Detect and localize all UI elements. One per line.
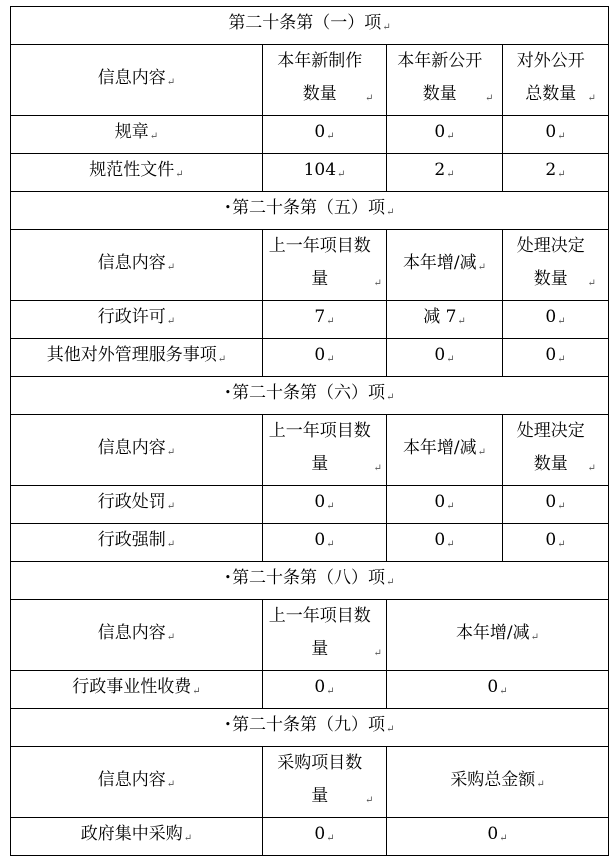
header-row	[11, 747, 609, 818]
paragraph-mark-icon: ↵	[499, 686, 508, 697]
header-label: 信息内容	[97, 252, 166, 273]
table-row	[11, 671, 609, 709]
paragraph-mark-icon: ↵	[326, 501, 335, 512]
header-cell	[11, 230, 263, 301]
paragraph-mark-icon: ↵	[326, 539, 335, 550]
paragraph-mark-icon: ↵	[386, 724, 395, 735]
table-cell	[263, 339, 387, 377]
cell-text: 0	[314, 530, 326, 550]
paragraph-mark-icon: ↵	[457, 316, 466, 327]
header-label: 上一年项目数量	[268, 606, 371, 659]
cell-text: 0	[314, 345, 326, 365]
paragraph-mark-icon: ↵	[326, 833, 335, 844]
table-row	[11, 301, 609, 339]
paragraph-mark-icon: ↵	[446, 501, 455, 512]
header-label: 信息内容	[97, 622, 166, 643]
table-cell	[11, 116, 263, 154]
cell-text: 0	[545, 530, 557, 550]
table-cell	[263, 818, 387, 856]
section-title-row	[11, 7, 609, 45]
table-cell	[11, 154, 263, 192]
paragraph-mark-icon: ↵	[530, 631, 540, 643]
cell-text: 0	[314, 122, 326, 142]
cell-text: 行政事业性收费	[72, 677, 192, 697]
cell-text: 政府集中采购	[80, 824, 183, 844]
cell-text: 0	[434, 530, 446, 550]
paragraph-mark-icon: ↵	[326, 686, 335, 697]
header-cell	[503, 230, 609, 301]
header-cell	[11, 747, 263, 818]
header-label: 上一年项目数量	[268, 421, 371, 474]
table-cell	[263, 301, 387, 339]
cell-text: 0	[545, 122, 557, 142]
header-cell	[503, 45, 609, 116]
header-label: 采购项目数量	[277, 753, 363, 806]
table-cell	[263, 486, 387, 524]
paragraph-mark-icon: ↵	[373, 278, 382, 289]
paragraph-mark-icon: ↵	[477, 261, 487, 273]
header-label: 本年增/减	[455, 622, 530, 643]
paragraph-mark-icon: ↵	[587, 93, 596, 104]
table-cell	[11, 301, 263, 339]
paragraph-mark-icon: ↵	[365, 93, 374, 104]
paragraph-mark-icon: ↵	[175, 169, 184, 180]
table-cell	[387, 671, 609, 709]
cell-text: 行政许可	[97, 307, 166, 327]
header-cell	[11, 415, 263, 486]
header-label: 本年新制作数量	[277, 51, 363, 104]
paragraph-mark-icon: ↵	[557, 131, 566, 142]
paragraph-mark-icon: ↵	[557, 316, 566, 327]
paragraph-mark-icon: ↵	[166, 539, 176, 550]
table-cell	[11, 671, 263, 709]
cell-text: 0	[434, 492, 446, 512]
paragraph-mark-icon: ↵	[326, 354, 335, 365]
header-cell	[11, 45, 263, 116]
cell-text: 0	[434, 122, 446, 142]
table-cell	[503, 339, 609, 377]
cell-text: 104	[303, 160, 337, 180]
paragraph-mark-icon: ↵	[477, 446, 487, 458]
paragraph-mark-icon: ↵	[446, 354, 455, 365]
bullet-icon: •	[224, 718, 232, 731]
table-row	[11, 154, 609, 192]
paragraph-mark-icon: ↵	[499, 833, 508, 844]
cell-text: 0	[545, 345, 557, 365]
paragraph-mark-icon: ↵	[192, 686, 201, 697]
header-cell	[263, 747, 387, 818]
header-label: 上一年项目数量	[268, 236, 371, 289]
header-cell	[263, 45, 387, 116]
cell-text: 0	[434, 345, 446, 365]
paragraph-mark-icon: ↵	[485, 93, 494, 104]
paragraph-mark-icon: ↵	[166, 501, 176, 512]
header-label: 本年新公开数量	[397, 51, 483, 104]
paragraph-mark-icon: ↵	[166, 261, 176, 273]
cell-text: 7	[314, 307, 326, 327]
paragraph-mark-icon: ↵	[382, 22, 391, 33]
paragraph-mark-icon: ↵	[386, 577, 395, 588]
paragraph-mark-icon: ↵	[557, 354, 566, 365]
cell-text: 0	[545, 307, 557, 327]
cell-text: 规章	[114, 122, 149, 142]
section-title-row	[11, 562, 609, 600]
cell-text: 行政处罚	[97, 492, 166, 512]
header-cell	[263, 600, 387, 671]
section-title	[11, 192, 609, 230]
table-cell	[11, 339, 263, 377]
paragraph-mark-icon: ↵	[326, 131, 335, 142]
paragraph-mark-icon: ↵	[149, 131, 159, 142]
header-cell	[263, 415, 387, 486]
bullet-icon: •	[224, 201, 232, 214]
table-cell	[263, 154, 387, 192]
paragraph-mark-icon: ↵	[183, 833, 193, 844]
bullet-icon: •	[224, 571, 232, 584]
table-cell	[503, 116, 609, 154]
header-label: 信息内容	[97, 67, 166, 88]
section-title-text: 第二十条第（一）项	[228, 13, 382, 33]
table-cell	[387, 524, 503, 562]
section-title-row	[11, 709, 609, 747]
header-label: 信息内容	[97, 437, 166, 458]
table-cell	[503, 524, 609, 562]
cell-text: 2	[545, 160, 557, 180]
paragraph-mark-icon: ↵	[557, 501, 566, 512]
table-cell	[263, 116, 387, 154]
paragraph-mark-icon: ↵	[337, 169, 346, 180]
table-row	[11, 818, 609, 856]
bullet-icon: •	[224, 386, 232, 399]
paragraph-mark-icon: ↵	[166, 76, 176, 88]
paragraph-mark-icon: ↵	[536, 778, 545, 790]
cell-text: 0	[314, 824, 326, 844]
paragraph-mark-icon: ↵	[557, 539, 566, 550]
header-cell	[11, 600, 263, 671]
section-title	[11, 7, 609, 45]
section-title-row	[11, 192, 609, 230]
header-row	[11, 415, 609, 486]
table-cell	[387, 818, 609, 856]
table-row	[11, 524, 609, 562]
section-title-text: 第二十条第（五）项	[232, 198, 386, 218]
table-cell	[11, 524, 263, 562]
header-row	[11, 45, 609, 116]
paragraph-mark-icon: ↵	[557, 169, 566, 180]
disclosure-table	[10, 6, 609, 856]
table-cell	[263, 671, 387, 709]
header-label: 处理决定数量	[516, 421, 585, 474]
header-label: 对外公开总数量	[516, 51, 585, 104]
section-title-text: 第二十条第（九）项	[232, 715, 386, 735]
header-label: 处理决定数量	[516, 236, 585, 289]
cell-text: 0	[545, 492, 557, 512]
table-cell	[387, 116, 503, 154]
table-cell	[503, 154, 609, 192]
cell-text: 0	[314, 677, 326, 697]
cell-text: 行政强制	[97, 530, 166, 550]
table-row	[11, 116, 609, 154]
header-cell	[387, 415, 503, 486]
header-cell	[387, 600, 609, 671]
paragraph-mark-icon: ↵	[326, 316, 335, 327]
cell-text: 规范性文件	[89, 160, 175, 180]
header-label: 本年增/减	[402, 437, 477, 458]
paragraph-mark-icon: ↵	[217, 354, 227, 365]
paragraph-mark-icon: ↵	[166, 631, 176, 643]
table-cell	[387, 301, 503, 339]
cell-text: 0	[487, 824, 499, 844]
header-cell	[387, 230, 503, 301]
table-cell	[503, 486, 609, 524]
header-row	[11, 230, 609, 301]
cell-text: 0	[314, 492, 326, 512]
header-cell	[503, 415, 609, 486]
paragraph-mark-icon: ↵	[166, 778, 176, 790]
section-title	[11, 377, 609, 415]
section-title-row	[11, 377, 609, 415]
section-title-text: 第二十条第（六）项	[232, 383, 386, 403]
paragraph-mark-icon: ↵	[166, 316, 176, 327]
paragraph-mark-icon: ↵	[373, 463, 382, 474]
header-label: 本年增/减	[402, 252, 477, 273]
section-title	[11, 709, 609, 747]
table-cell	[387, 339, 503, 377]
table-cell	[263, 524, 387, 562]
header-cell	[263, 230, 387, 301]
paragraph-mark-icon: ↵	[446, 169, 455, 180]
paragraph-mark-icon: ↵	[386, 207, 395, 218]
cell-text: 其他对外管理服务事项	[46, 345, 217, 365]
paragraph-mark-icon: ↵	[446, 539, 455, 550]
cell-text: 0	[487, 677, 499, 697]
header-cell	[387, 45, 503, 116]
cell-text: 2	[434, 160, 446, 180]
table-cell	[387, 486, 503, 524]
section-title	[11, 562, 609, 600]
header-row	[11, 600, 609, 671]
paragraph-mark-icon: ↵	[587, 463, 596, 474]
table-cell	[503, 301, 609, 339]
cell-text: 减 7	[423, 307, 457, 327]
paragraph-mark-icon: ↵	[373, 648, 382, 659]
paragraph-mark-icon: ↵	[365, 795, 374, 806]
header-label: 采购总金额	[450, 769, 536, 790]
table-cell	[11, 818, 263, 856]
table-row	[11, 486, 609, 524]
paragraph-mark-icon: ↵	[587, 278, 596, 289]
paragraph-mark-icon: ↵	[386, 392, 395, 403]
paragraph-mark-icon: ↵	[446, 131, 455, 142]
table-cell	[387, 154, 503, 192]
paragraph-mark-icon: ↵	[166, 446, 176, 458]
table-row	[11, 339, 609, 377]
header-label: 信息内容	[97, 769, 166, 790]
section-title-text: 第二十条第（八）项	[232, 568, 386, 588]
table-cell	[11, 486, 263, 524]
header-cell	[387, 747, 609, 818]
